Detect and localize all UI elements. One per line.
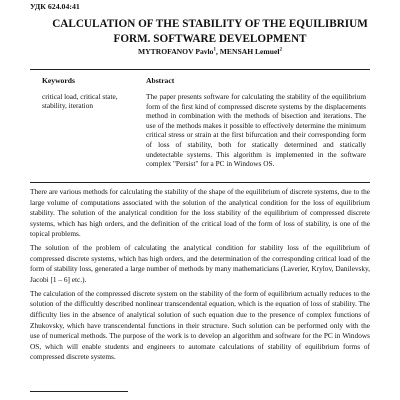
top-divider — [30, 69, 370, 70]
footnote-divider — [30, 391, 128, 392]
abstract-text: The paper presents software for calculating the stability of the equilibrium form of the first kind of compressed discrete systems by the displacements method in combination with the methods of bisection and iterations. The use of the methods makes it possible to effectively determine the minimum critical stress or strain at the first bifurcation and their corresponding form of loss of stability, both for statically determined and statically undetectable systems. This algorithm is implemented in the software complex "Persist" for a PC in Windows OS. — [146, 92, 366, 169]
author-name: MYTROFANOV Pavlo — [138, 47, 214, 56]
keywords-heading: Keywords — [42, 76, 75, 85]
body-section — [30, 187, 370, 366]
author-affiliation-mark: 1 — [213, 47, 216, 53]
author-separator: , — [215, 47, 220, 56]
body-paragraph: There are various methods for calculating the stability of the shape of the equilibrium of discrete systems, due to the large volume of computations associated with the solution of the analytical condition for the loss of equilibrium stability. The solution of the analytical condition for the loss stability of the equilibrium of compressed discrete systems, which has high orders, and the definition of the critical load of the form of loss of stability, is one of the topical problems. — [30, 187, 370, 239]
body-paragraph: The calculation of the compressed discrete system on the stability of the form of equilibrium actually reduces to the solution of the difficultly described nonlinear transcendental equation, which is the equation of loss of stability. The difficulty lies in the absence of analytical solution of such equation due to the presence of complex functions of Zhukovsky, which have transcendental functions in their structure. Such solution can be performed only with the use of numerical methods. The purpose of the work is to develop an algorithm and software for the PC in Windows OS, which will enable students and engineers to automate calculations of stability of equilibrium forms of compressed discrete systems. — [30, 288, 370, 362]
author-name: MENSAH Lemuel — [219, 47, 280, 56]
udc-code: УДК 624.04:41 — [30, 2, 80, 11]
paper-title: CALCULATION OF THE STABILITY OF THE EQUILIBRIUM FORM. SOFTWARE DEVELOPMENT — [52, 18, 368, 45]
body-paragraph: The solution of the problem of calculating the analytical condition for stability loss of the equilibrium of compressed discrete systems, which has high orders, and the determination of the corresponding critical load of the form of stability loss, generated a large number of methods by many mathematicians (Laverier, Krylov, Danilevsky, Jacobi [1 – 6] etc.). — [30, 243, 370, 284]
author-line — [60, 47, 360, 56]
abstract-heading: Abstract — [146, 76, 175, 85]
bottom-divider — [30, 182, 370, 183]
keywords-text: critical load, critical state, stability, iteration — [42, 92, 118, 110]
author-affiliation-mark: 2 — [279, 47, 282, 53]
